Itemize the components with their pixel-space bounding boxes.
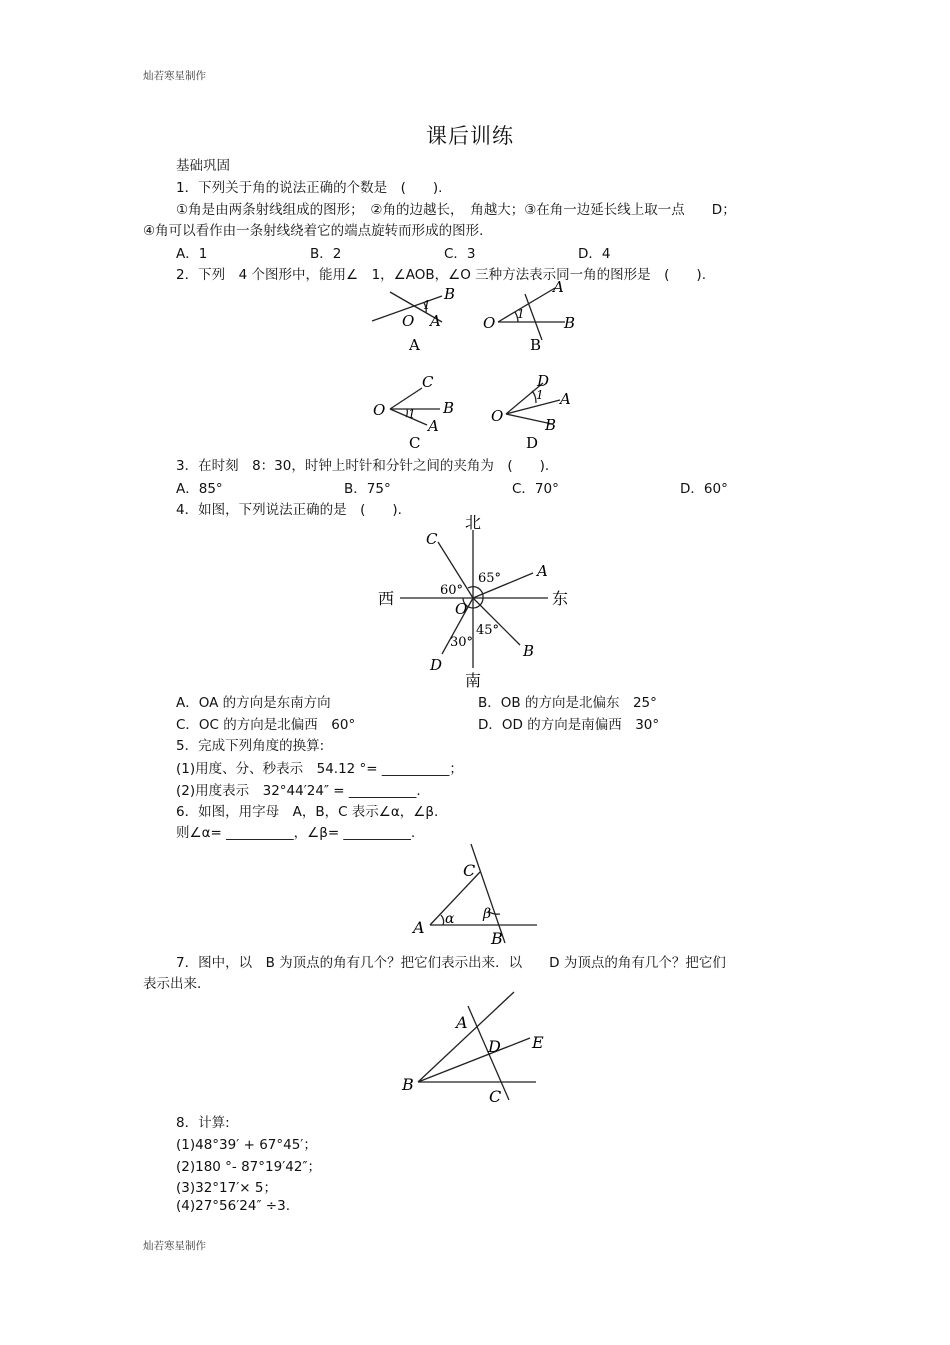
q4-label-d: D: [430, 656, 443, 674]
q4-label-b: B: [523, 642, 535, 660]
q2-figures: [360, 278, 600, 458]
q8-item2: (2)180 °- 87°19′42″；: [176, 1159, 321, 1175]
q4-option-c: C．OC 的方向是北偏西 60°: [176, 717, 356, 733]
q4-compass-figure: [370, 510, 580, 690]
q4-option-a: A．OA 的方向是东南方向: [176, 695, 331, 711]
q2d-label-a: A: [560, 390, 571, 408]
q2-stem: 2．下列 4 个图形中，能用∠ 1，∠AOB，∠O 三种方法表示同一角的图形是 ( ).: [176, 267, 706, 283]
q8-item4: (4)27°56′24″ ÷3.: [176, 1198, 290, 1214]
q3-option-b: B．75°: [344, 481, 391, 497]
q1-stem: 1．下列关于角的说法正确的个数是 ( ).: [176, 180, 443, 196]
q4-label-o: O: [455, 600, 468, 618]
q2c-label-o: O: [373, 401, 386, 419]
q5-item2: (2)用度表示 32°44′24″ = __________.: [176, 783, 421, 799]
q7-label-e: E: [532, 1033, 544, 1052]
q2a-label-a: A: [430, 312, 441, 330]
q7-label-d: D: [488, 1037, 501, 1056]
q1-option-d: D．4: [578, 246, 611, 262]
q2a-label-1: 1: [423, 298, 431, 312]
q2-figure-b: [483, 278, 575, 354]
q4-angle-45: 45°: [476, 623, 500, 638]
q1-option-c: C．3: [444, 246, 476, 262]
q2d-label-b: B: [545, 416, 557, 434]
q1-option-b: B．2: [310, 246, 342, 262]
q2b-label-1: 1: [517, 307, 525, 321]
q6-answer-line: 则∠α= __________，∠β= __________.: [176, 825, 416, 841]
q2b-label-o: O: [483, 314, 496, 332]
q4-angle-30: 30°: [450, 635, 474, 650]
q4-north-label: 北: [465, 513, 482, 532]
page-footer: 灿若寒星制作: [143, 1240, 206, 1252]
q2c-label-c: C: [422, 373, 434, 391]
q6-label-c: C: [463, 861, 476, 880]
q2c-label-b: B: [443, 399, 455, 417]
q6-label-beta: β: [483, 906, 492, 922]
q7-line2: 表示出来.: [143, 976, 202, 992]
q6-label-b: B: [491, 929, 503, 948]
q7-label-b: B: [402, 1075, 414, 1094]
page-header: 灿若寒星制作: [143, 70, 206, 82]
q2b-label-b: B: [564, 314, 576, 332]
q2a-label-b: B: [444, 285, 456, 303]
q7-label-c: C: [489, 1087, 502, 1106]
q2c-caption: C: [409, 434, 421, 452]
q5-item1: (1)用度、分、秒表示 54.12 °= __________；: [176, 761, 463, 777]
q5-stem: 5．完成下列角度的换算:: [176, 738, 325, 754]
q8-item1: (1)48°39′ + 67°45′；: [176, 1137, 317, 1153]
q2d-label-d: D: [537, 372, 550, 390]
q6-stem: 6．如图，用字母 A，B，C 表示∠α，∠β.: [176, 804, 439, 820]
q7-figure: [396, 986, 556, 1106]
q3-option-c: C．70°: [512, 481, 559, 497]
q3-option-d: D．60°: [680, 481, 728, 497]
page-title: 课后训练: [426, 124, 514, 148]
q4-stem: 4．如图，下列说法正确的是 ( ).: [176, 502, 402, 518]
q4-option-d: D．OD 的方向是南偏西 30°: [478, 717, 660, 733]
q2a-label-o: O: [402, 312, 415, 330]
q2c-label-1: 1: [408, 407, 416, 421]
q2d-caption: D: [526, 434, 539, 452]
q4-south-label: 南: [465, 671, 482, 690]
q7-label-a: A: [456, 1013, 468, 1032]
q4-west-label: 西: [378, 589, 395, 608]
section-heading: 基础巩固: [176, 158, 230, 174]
q2d-label-1: 1: [536, 388, 544, 402]
q2b-label-a: A: [553, 278, 564, 296]
q4-angle-60: 60°: [440, 583, 464, 598]
q6-triangle-figure: [405, 836, 545, 948]
q4-label-c: C: [426, 530, 438, 548]
q4-east-label: 东: [552, 589, 569, 608]
q2-figure-d: [491, 372, 571, 452]
q7-line1: 7．图中，以 B 为顶点的角有几个？把它们表示出来．以 D 为顶点的角有几个？把它们: [176, 955, 726, 971]
q1-line1: ①角是由两条射线组成的图形； ②角的边越长， 角越大；③在角一边延长线上取一点 D；: [176, 202, 736, 218]
q1-line2: ④角可以看作由一条射线绕着它的端点旋转而形成的图形.: [143, 223, 484, 239]
q2b-caption: B: [530, 336, 542, 354]
q1-option-a: A．1: [176, 246, 208, 262]
q6-label-alpha: α: [445, 911, 455, 927]
q4-label-a: A: [537, 562, 548, 580]
q4-option-b: B．OB 的方向是北偏东 25°: [478, 695, 657, 711]
q8-stem: 8．计算:: [176, 1115, 230, 1131]
q4-angle-65: 65°: [478, 571, 502, 586]
q2d-label-o: O: [491, 407, 504, 425]
q2-figure-a: [372, 285, 455, 354]
q2-figure-c: [373, 373, 454, 452]
q2c-label-a: A: [428, 417, 439, 435]
q3-option-a: A．85°: [176, 481, 223, 497]
q6-label-a: A: [413, 918, 425, 937]
q3-stem: 3．在时刻 8：30，时钟上时针和分针之间的夹角为 ( ).: [176, 458, 550, 474]
q2a-caption: A: [409, 336, 420, 354]
q8-item3: (3)32°17′× 5；: [176, 1180, 277, 1196]
